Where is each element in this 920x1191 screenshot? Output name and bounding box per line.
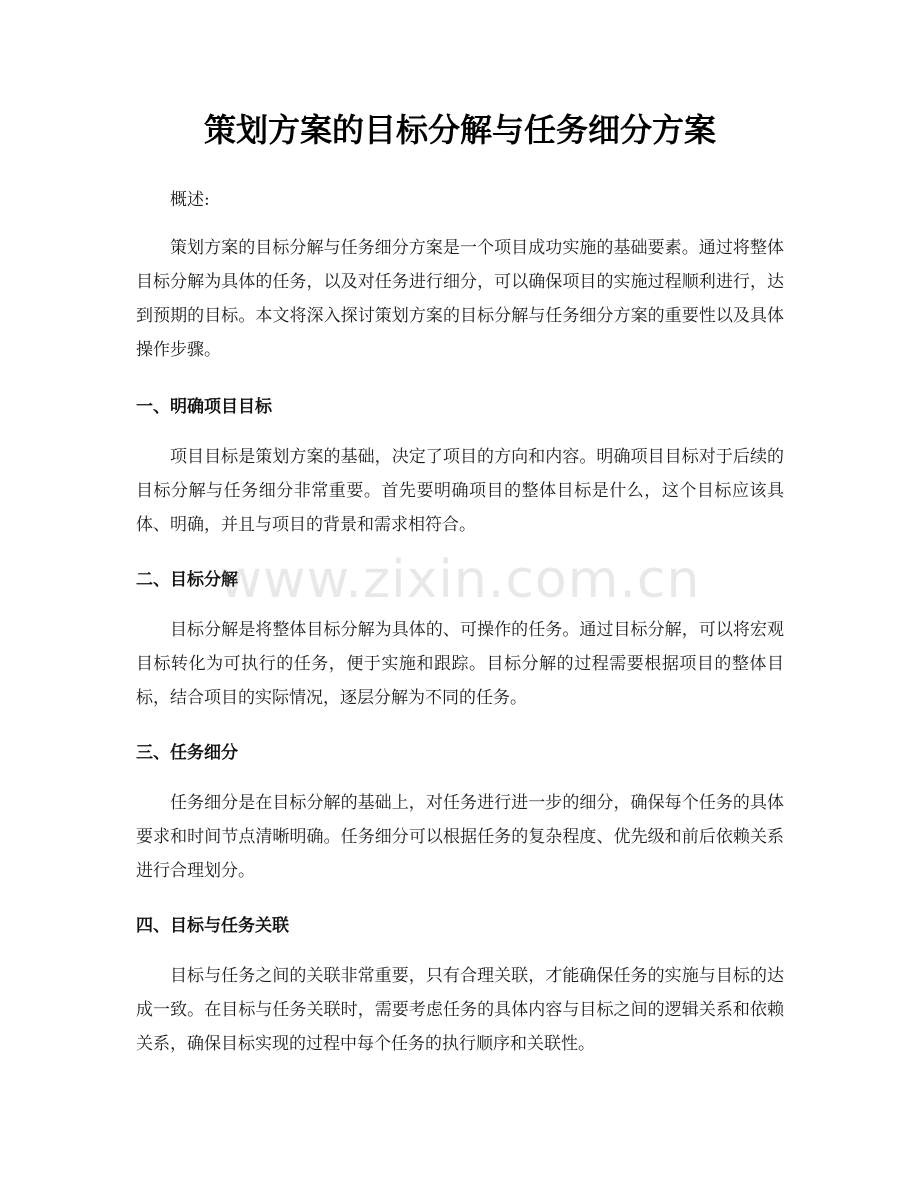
overview-label: 概述: [170,190,210,210]
section-body-4: 目标与任务之间的关联非常重要，只有合理关联，才能确保任务的实施与目标的达成一致。在目标与任务关联时，需要考虑任务的具体内容与目标之间的逻辑关系和依赖关系，确保目标实现的过程中每个任务的执行顺序和关联性。 [136,966,784,1054]
watermark: www.zixin.com.cn [219,550,701,610]
section-heading-2: 二、目标分解 [136,570,238,590]
document-title: 策划方案的目标分解与任务细分方案 [203,111,716,149]
section-heading-4: 四、目标与任务关联 [136,916,289,936]
section-body-3: 任务细分是在目标分解的基础上，对任务进行进一步的细分，确保每个任务的具体要求和时间节点清晰明确。任务细分可以根据任务的复杂程度、优先级和前后依赖关系进行合理划分。 [136,793,784,881]
section-heading-1: 一、明确项目目标 [136,397,272,417]
section-body-2: 目标分解是将整体目标分解为具体的、可操作的任务。通过目标分解，可以将宏观目标转化为可执行的任务，便于实施和跟踪。目标分解的过程需要根据项目的整体目标，结合项目的实际情况，逐层分解为不同的任务。 [136,620,784,708]
section-heading-3: 三、任务细分 [136,743,238,763]
section-body-1: 项目目标是策划方案的基础，决定了项目的方向和内容。明确项目目标对于后续的目标分解与任务细分非常重要。首先要明确项目的整体目标是什么，这个目标应该具体、明确，并且与项目的背景和需求相符合。 [136,447,784,535]
intro-paragraph: 策划方案的目标分解与任务细分方案是一个项目成功实施的基础要素。通过将整体目标分解为具体的任务，以及对任务进行细分，可以确保项目的实施过程顺利进行，达到预期的目标。本文将深入探讨策划方案的目标分解与任务细分方案的重要性以及具体操作步骤。 [136,238,784,360]
